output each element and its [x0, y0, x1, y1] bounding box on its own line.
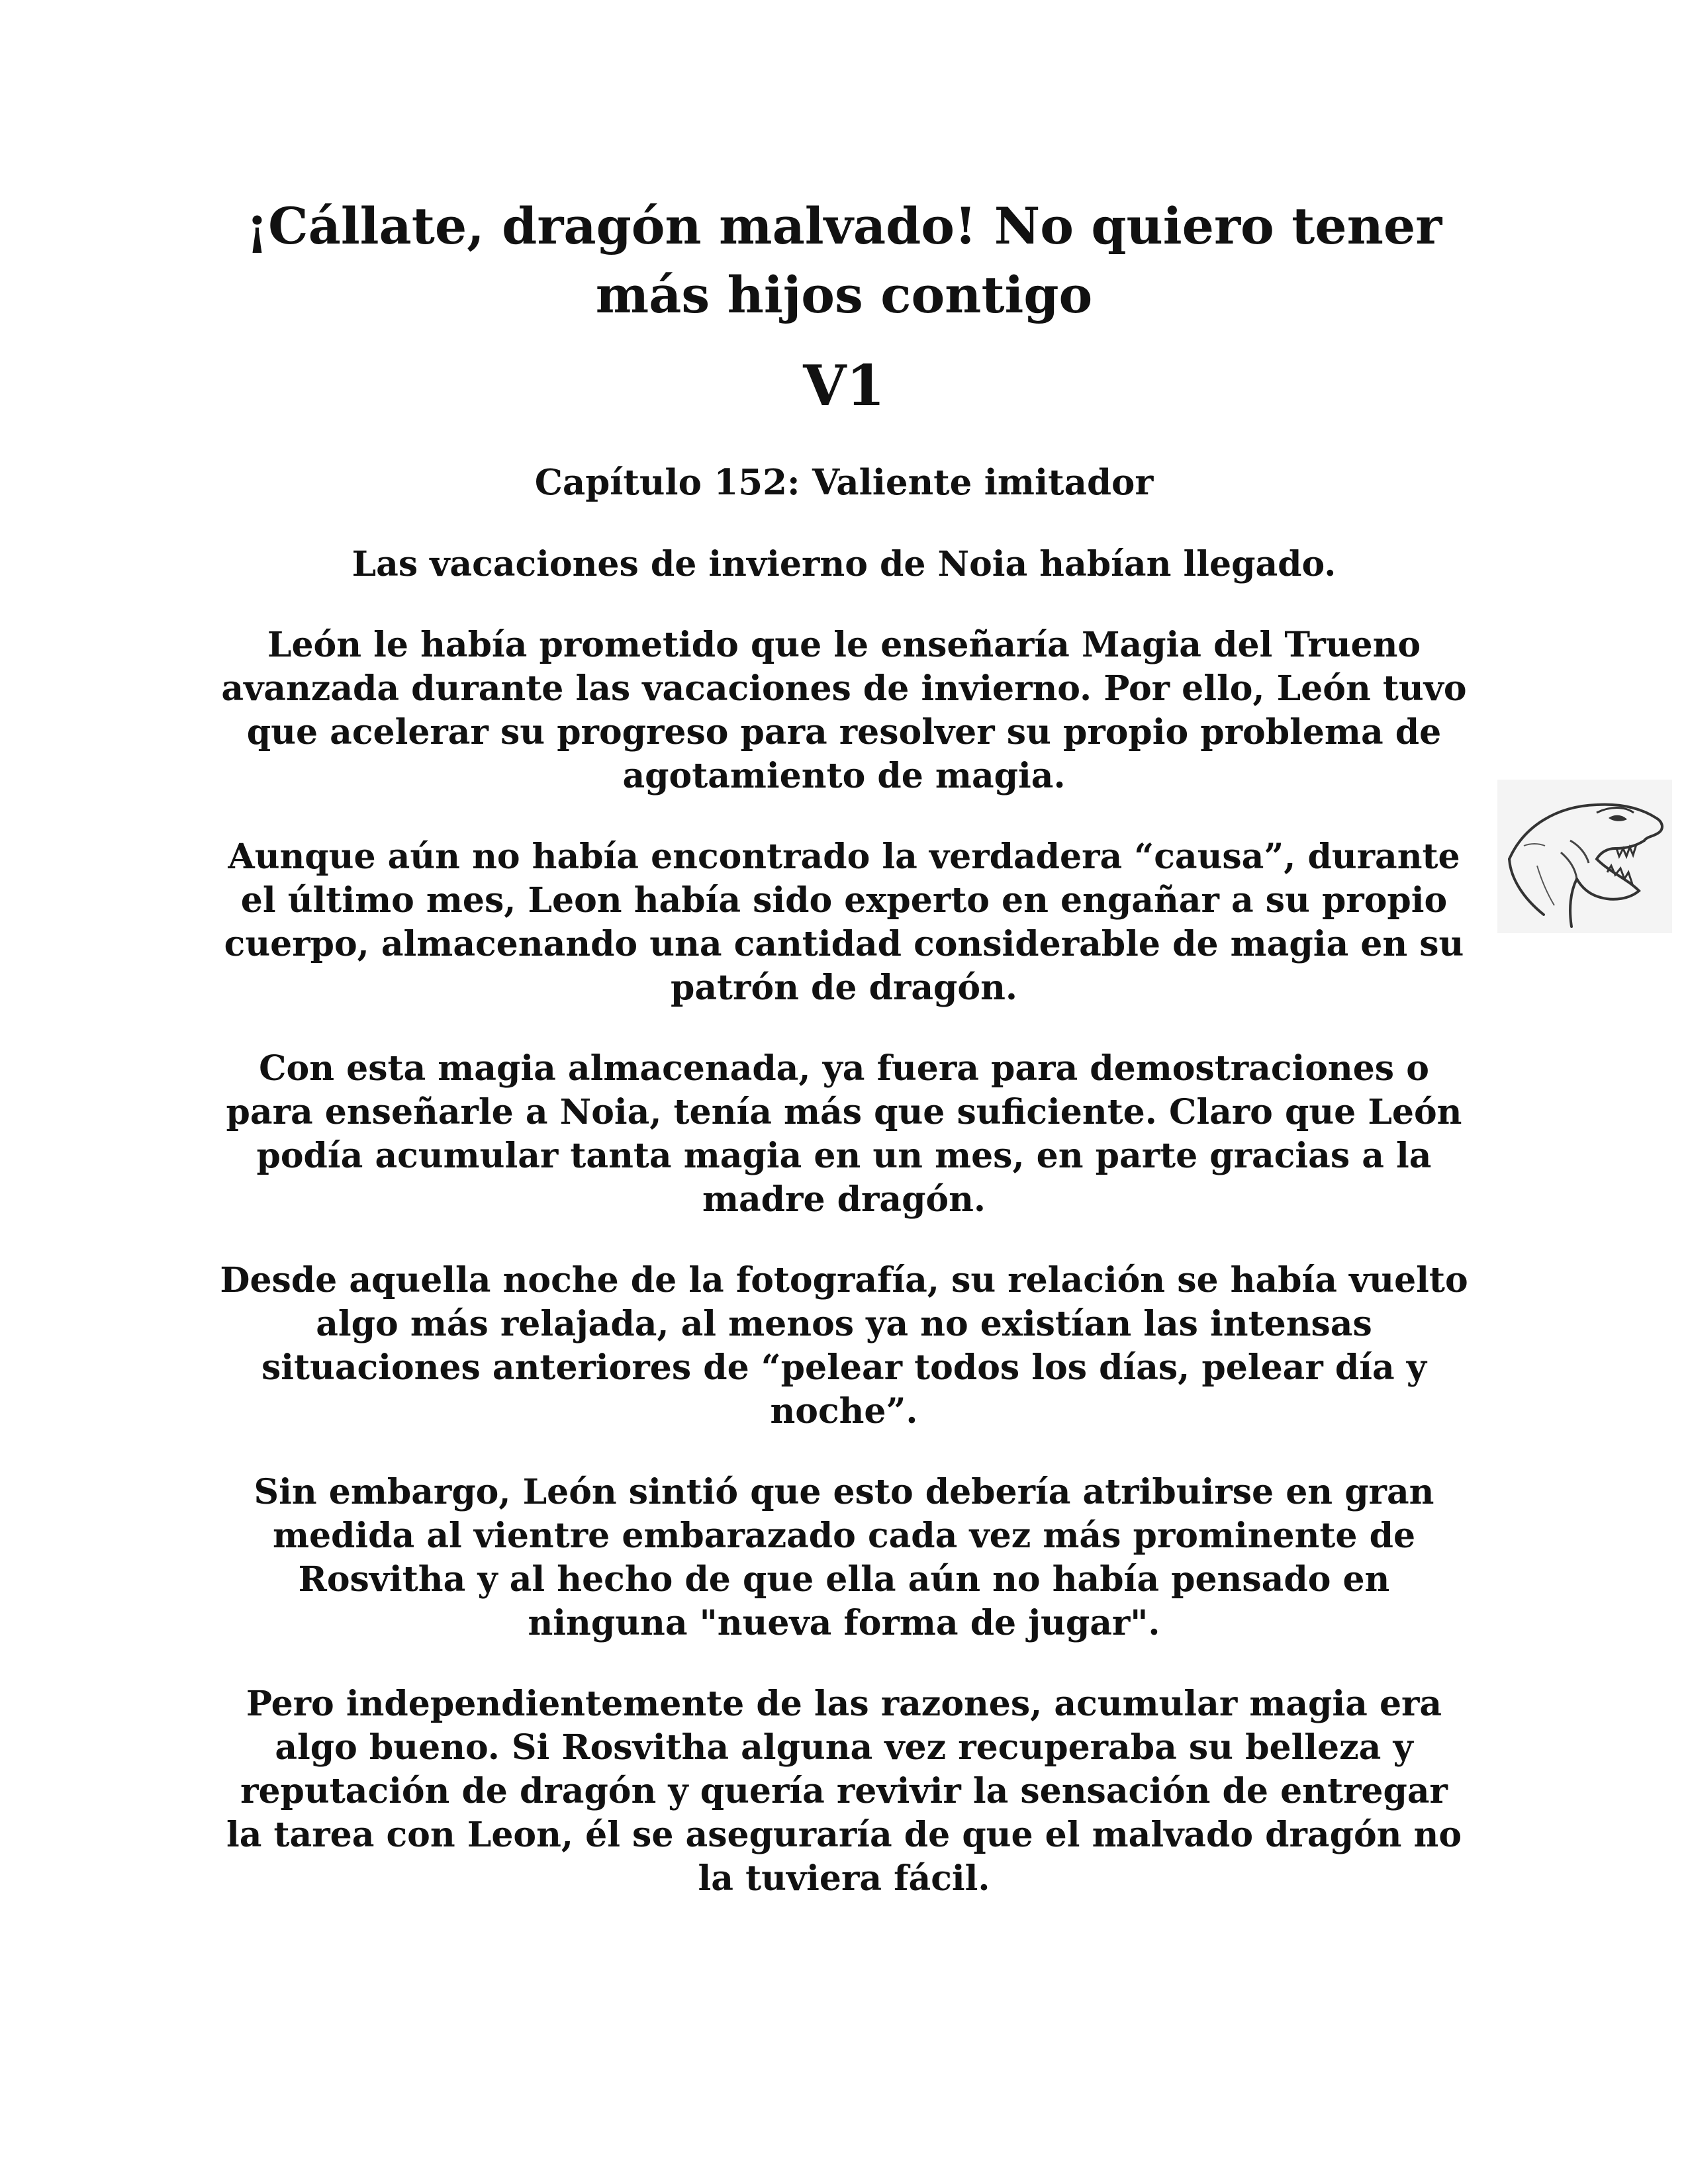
paragraph-4: Con esta magia almacenada, ya fuera para demostraciones o para enseñarle a Noia, tenía más que suficiente. Claro que León podía acumular tanta magia en un mes, en parte gracias a la madre dragón.	[226, 1048, 1462, 1220]
paragraph-3: Aunque aún no había encontrado la verdadera “causa”, durante el último mes, Leon había sido experto en engañar a su propio cuerpo, almacenando una cantidad considerable de magia en su patrón de dragón.	[224, 837, 1464, 1008]
paragraph-2: León le había prometido que le enseñaría Magia del Trueno avanzada durante las vacaciones de invierno. Por ello, León tuvo que acelerar su progreso para resolver su propio problema de agotamiento de magia.	[221, 625, 1467, 796]
chapter-heading: Capítulo 152: Valiente imitador	[534, 462, 1154, 503]
paragraph-6: Sin embargo, León sintió que esto debería atribuirse en gran medida al vientre embarazado cada vez más prominente de Rosvitha y al hecho de que ella aún no había pensado en ninguna "nueva forma de jugar".	[254, 1472, 1434, 1643]
document-body	[218, 192, 1470, 1938]
volume-label: V1	[803, 353, 885, 418]
paragraph-7: Pero independientemente de las razones, acumular magia era algo bueno. Si Rosvitha alguna vez recuperaba su belleza y reputación de dragón y quería revivir la sensación de entregar la tarea con Leon, él se aseguraría de que el malvado dragón no la tuviera fácil.	[226, 1684, 1462, 1899]
paragraph-5: Desde aquella noche de la fotografía, su relación se había vuelto algo más relajada, al menos ya no existían las intensas situaciones anteriores de “pelear todos los días, pelear día y noche”.	[220, 1260, 1468, 1432]
document-title: ¡Cállate, dragón malvado! No quiero tener más hijos contigo	[246, 197, 1442, 324]
dragon-head-sketch-icon	[1497, 780, 1672, 933]
paragraph-1: Las vacaciones de invierno de Noia habían llegado.	[352, 544, 1336, 584]
